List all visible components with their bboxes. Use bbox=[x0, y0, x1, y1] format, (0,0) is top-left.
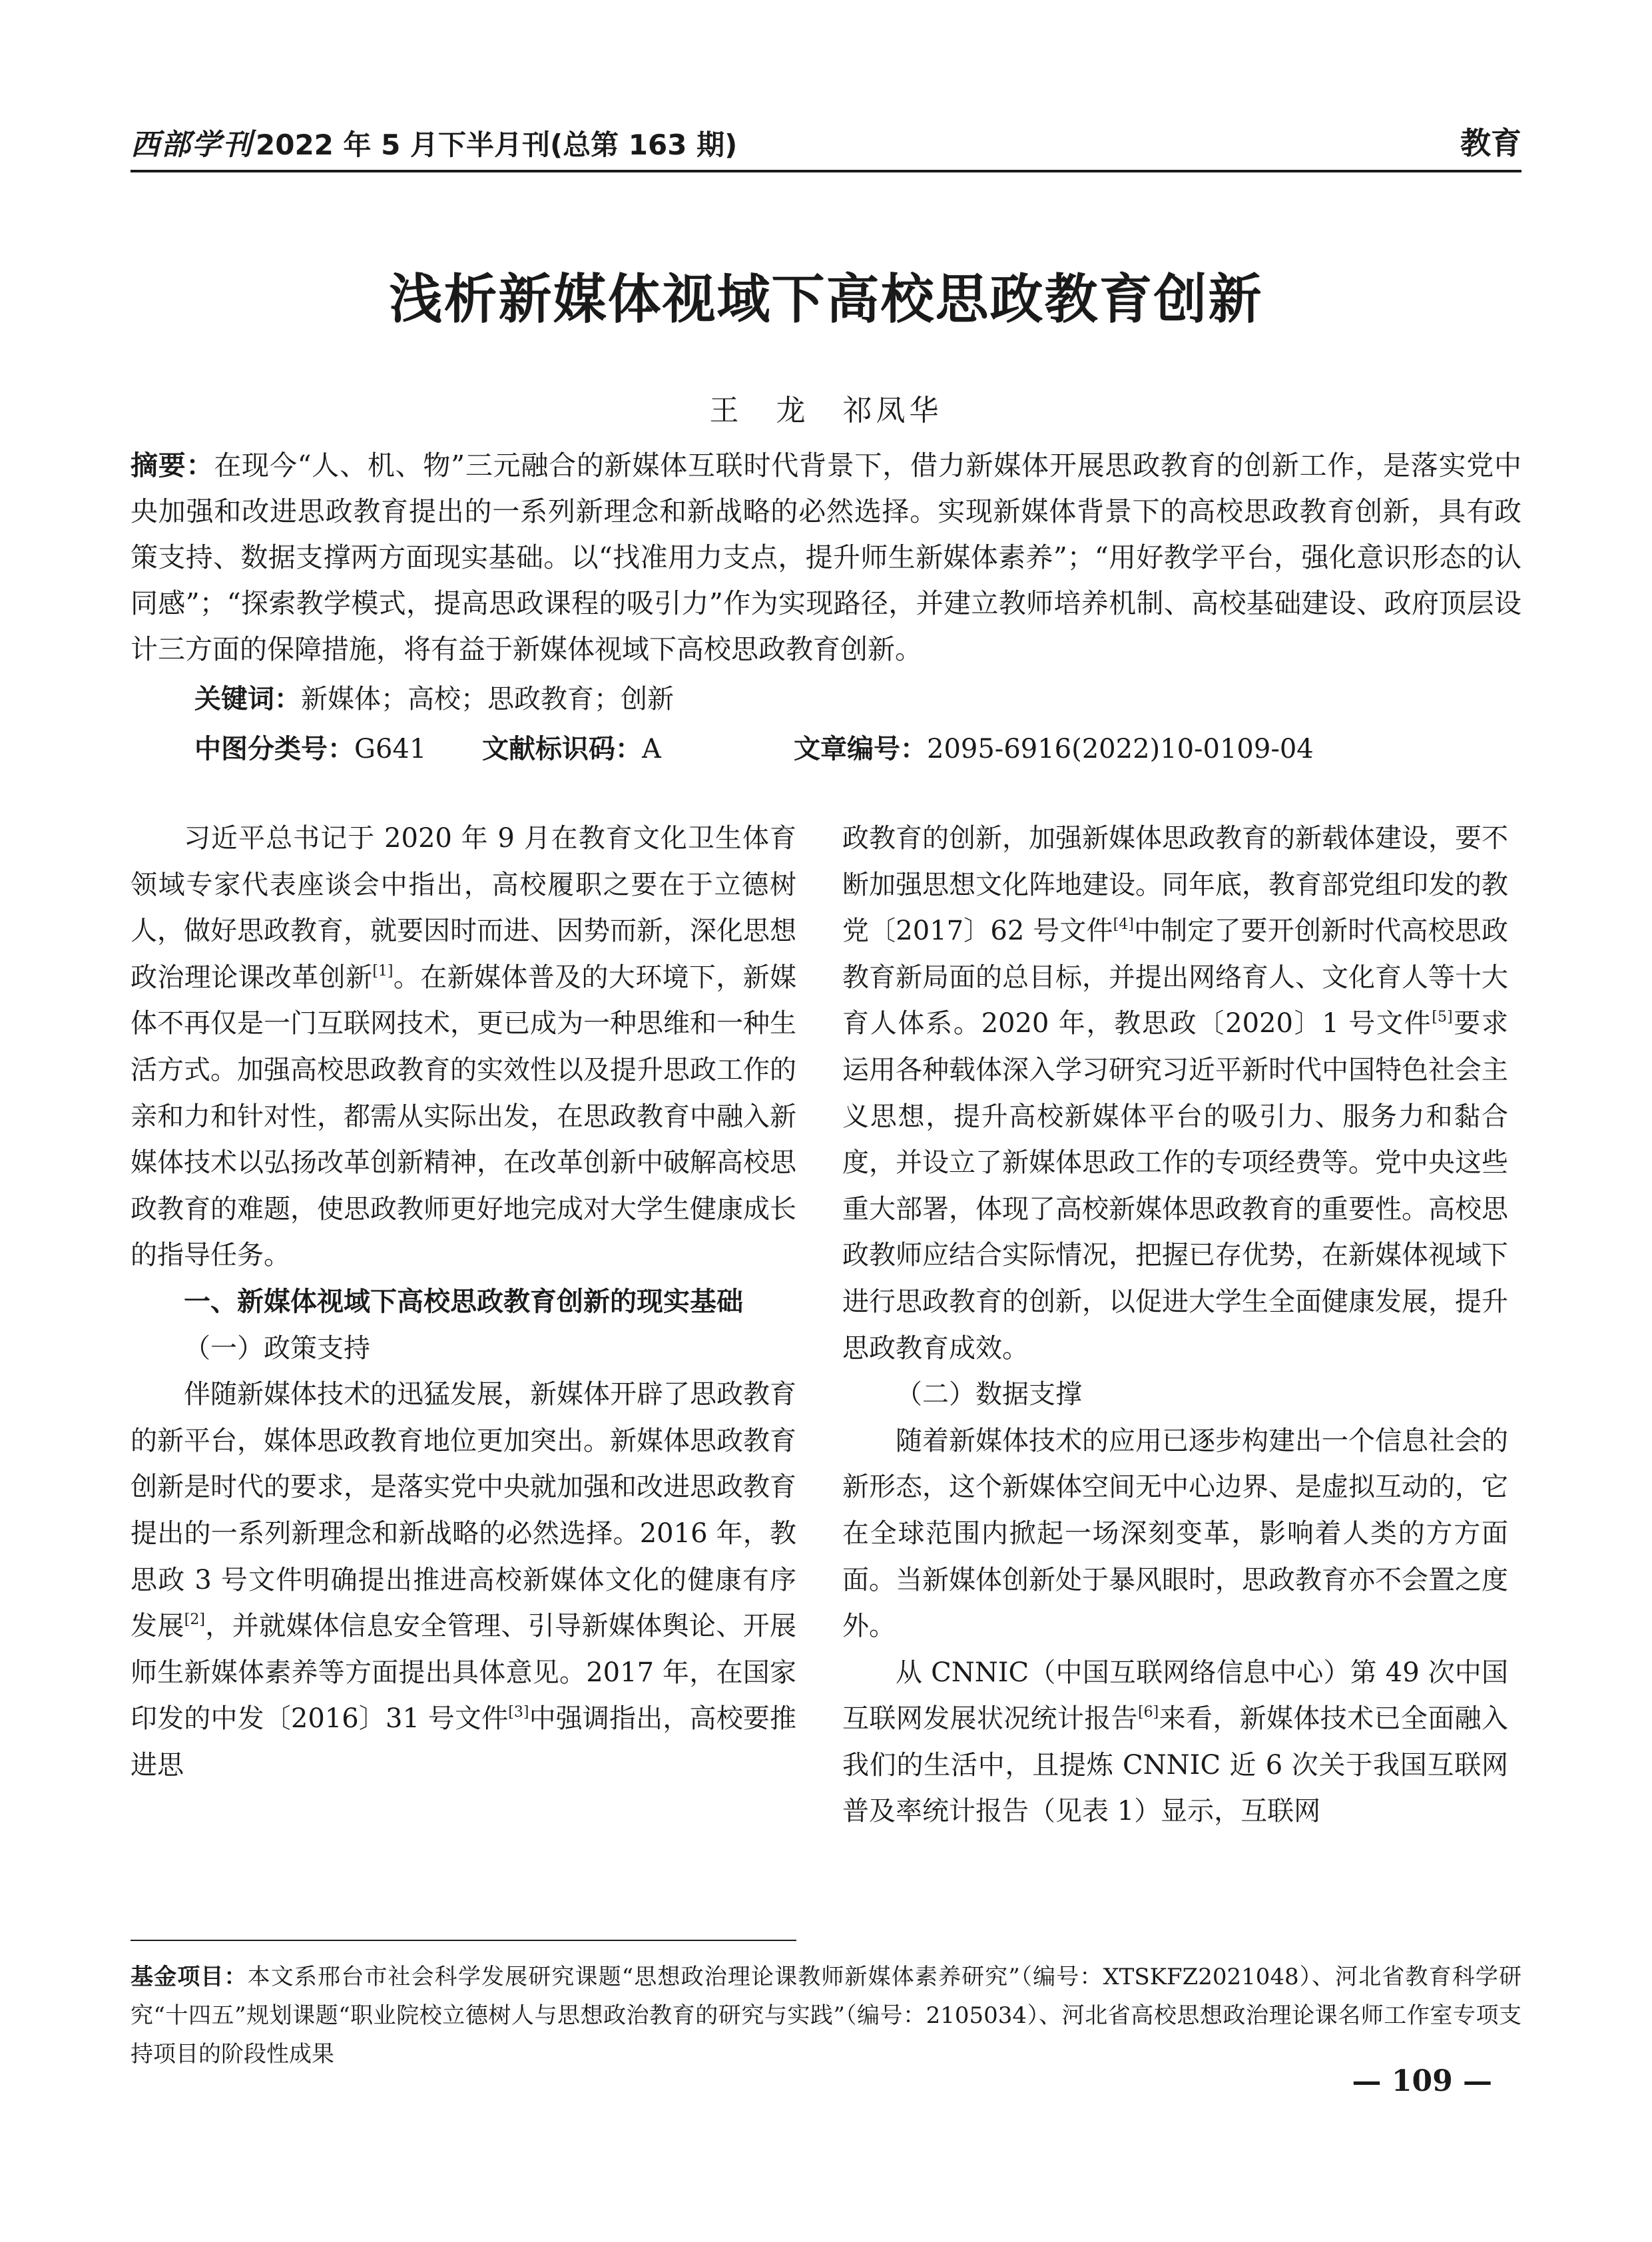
text: ，并就媒体信息安全管理、引导新媒体舆论、开展师生新媒体素养等方面提出具体意见。2017 年，在国家印发的中发〔2016〕31 号文件 bbox=[131, 1611, 797, 1735]
doc-label: 文献标识码： bbox=[482, 734, 642, 764]
authors: 王 龙 祁凤华 bbox=[709, 394, 943, 427]
text: 来看，新媒体技术已全面融入我们的生活中，且提炼 CNNIC 近 6 次关于我国互联网普及率统计报告（见表 1）显示，互联网 bbox=[842, 1703, 1509, 1827]
abstract bbox=[131, 443, 1522, 673]
body-paragraph bbox=[842, 816, 1508, 1372]
clc-label: 中图分类号： bbox=[194, 734, 354, 764]
article-number bbox=[794, 729, 1314, 769]
section-heading: 一、新媒体视域下高校思政教育创新的现实基础 bbox=[184, 1286, 743, 1317]
article-title: 浅析新媒体视域下高校思政教育创新 bbox=[389, 268, 1263, 330]
body-paragraph bbox=[131, 816, 796, 1279]
text: 要求运用各种载体深入学习研究习近平新时代中国特色社会主义思想，提升高校新媒体平台的吸引力、服务力和黏合度，并设立了新媒体思政工作的专项经费等。党中央这些重大部署，体现了高校新媒体思政教育的重要性。高校思政教师应结合实际情况，把握已存优势，在新媒体视域下进行思政教育的创新，以促进大学生全面健康发展，提升思政教育成效。 bbox=[842, 1008, 1508, 1364]
citation: [3] bbox=[508, 1704, 529, 1721]
body-right-column bbox=[842, 816, 1508, 1835]
funding-label: 基金项目： bbox=[131, 1964, 248, 1990]
text: 从 CNNIC（中国互联网络信息中心）第 49 次中国互联网发展状况统计报告 bbox=[842, 1657, 1508, 1735]
journal-info bbox=[131, 121, 737, 163]
text: 政教育的创新，加强新媒体思政教育的新载体建设，要不断加强思想文化阵地建设。同年底，教育部党组印发的教党〔2017〕62 号文件 bbox=[842, 823, 1508, 947]
footnote-divider bbox=[131, 1940, 796, 1941]
body-left-column bbox=[131, 816, 796, 1789]
subsection-heading: （一）政策支持 bbox=[184, 1332, 370, 1364]
body-paragraph: 随着新媒体技术的应用已逐步构建出一个信息社会的新形态，这个新媒体空间无中心边界、是虚拟互动的，它在全球范围内掀起一场深刻变革，影响着人类的方方面面。当新媒体创新处于暴风眼时，思政教育亦不会置之度外。 bbox=[842, 1425, 1508, 1642]
journal-issue: 2022 年 5 月下半月刊(总第 163 期) bbox=[256, 129, 738, 161]
keywords bbox=[194, 679, 1521, 719]
doc-value: A bbox=[642, 734, 661, 764]
text: 。在新媒体普及的大环境下，新媒体不再仅是一门互联网技术，更已成为一种思维和一种生活方式。加强高校思政教育的实效性以及提升思政工作的亲和力和针对性，都需从实际出发，在思政教育中融入新媒体技术以弘扬改革创新精神，在改革创新中破解高校思政教育的难题，使思政教师更好地完成对大学生健康成长的指导任务。 bbox=[131, 962, 797, 1271]
text: 习近平总书记于 2020 年 9 月在教育文化卫生体育领域专家代表座谈会中指出，高校履职之要在于立德树人，做好思政教育，就要因时而进、因势而新，深化思想政治理论课改革创新 bbox=[131, 823, 796, 993]
clc-number bbox=[194, 729, 426, 769]
section-name: 教育 bbox=[1460, 125, 1521, 161]
abstract-label: 摘要： bbox=[131, 449, 214, 481]
citation: [1] bbox=[372, 962, 394, 980]
funding-text: 本文系邢台市社会科学发展研究课题“思想政治理论课教师新媒体素养研究”（编号：XTSKFZ2021048）、河北省教育科学研究“十四五”规划课题“职业院校立德树人与思想政治教育的研究与实践”（编号：2105034）、河北省高校思想政治理论课名师工作室专项支持项目的阶段性成果 bbox=[131, 1964, 1521, 2068]
page-number: — 109 — bbox=[1352, 2064, 1492, 2098]
article-label: 文章编号： bbox=[794, 734, 927, 764]
keywords-label: 关键词： bbox=[194, 684, 301, 714]
journal-logo: 西部学刊 bbox=[131, 128, 253, 162]
citation: [6] bbox=[1138, 1704, 1159, 1721]
text: 伴随新媒体技术的迅猛发展，新媒体开辟了思政教育的新平台，媒体思政教育地位更加突出。新媒体思政教育创新是时代的要求，是落实党中央就加强和改进思政教育提出的一系列新理念和新战略的必然选择。2016 年，教思政 3 号文件明确提出推进高校新媒体文化的健康有序发展 bbox=[131, 1379, 796, 1642]
text: 中强调指出，高校要推进思 bbox=[131, 1703, 797, 1781]
subsection-heading: （二）数据支撑 bbox=[896, 1379, 1082, 1410]
text: 中制定了要开创新时代高校思政教育新局面的总目标，并提出网络育人、文化育人等十大育人体系。2020 年，教思政〔2020〕1 号文件 bbox=[842, 916, 1508, 1039]
abstract-paragraph bbox=[131, 443, 1521, 673]
citation: [2] bbox=[184, 1611, 205, 1629]
running-header bbox=[131, 110, 1521, 172]
citation: [5] bbox=[1432, 1009, 1453, 1026]
body-paragraph bbox=[131, 1372, 796, 1789]
keywords-text: 新媒体；高校；思政教育；创新 bbox=[301, 684, 674, 714]
document-code bbox=[482, 729, 661, 769]
clc-value: G641 bbox=[354, 734, 427, 764]
abstract-text: 在现今“人、机、物”三元融合的新媒体互联时代背景下，借力新媒体开展思政教育的创新工作，是落实党中央加强和改进思政教育提出的一系列新理念和新战略的必然选择。实现新媒体背景下的高校思政教育创新，具有政策支持、数据支撑两方面现实基础。以“找准用力支点，提升师生新媒体素养”；“用好教学平台，强化意识形态的认同感”；“探索教学模式，提高思政课程的吸引力”作为实现路径，并建立教师培养机制、高校基础建设、政府顶层设计三方面的保障措施，将有益于新媒体视域下高校思政教育创新。 bbox=[131, 449, 1522, 665]
body-paragraph bbox=[842, 1650, 1508, 1835]
citation: [4] bbox=[1113, 916, 1134, 934]
funding-note bbox=[131, 1958, 1521, 2074]
article-value: 2095-6916(2022)10-0109-04 bbox=[927, 734, 1314, 764]
